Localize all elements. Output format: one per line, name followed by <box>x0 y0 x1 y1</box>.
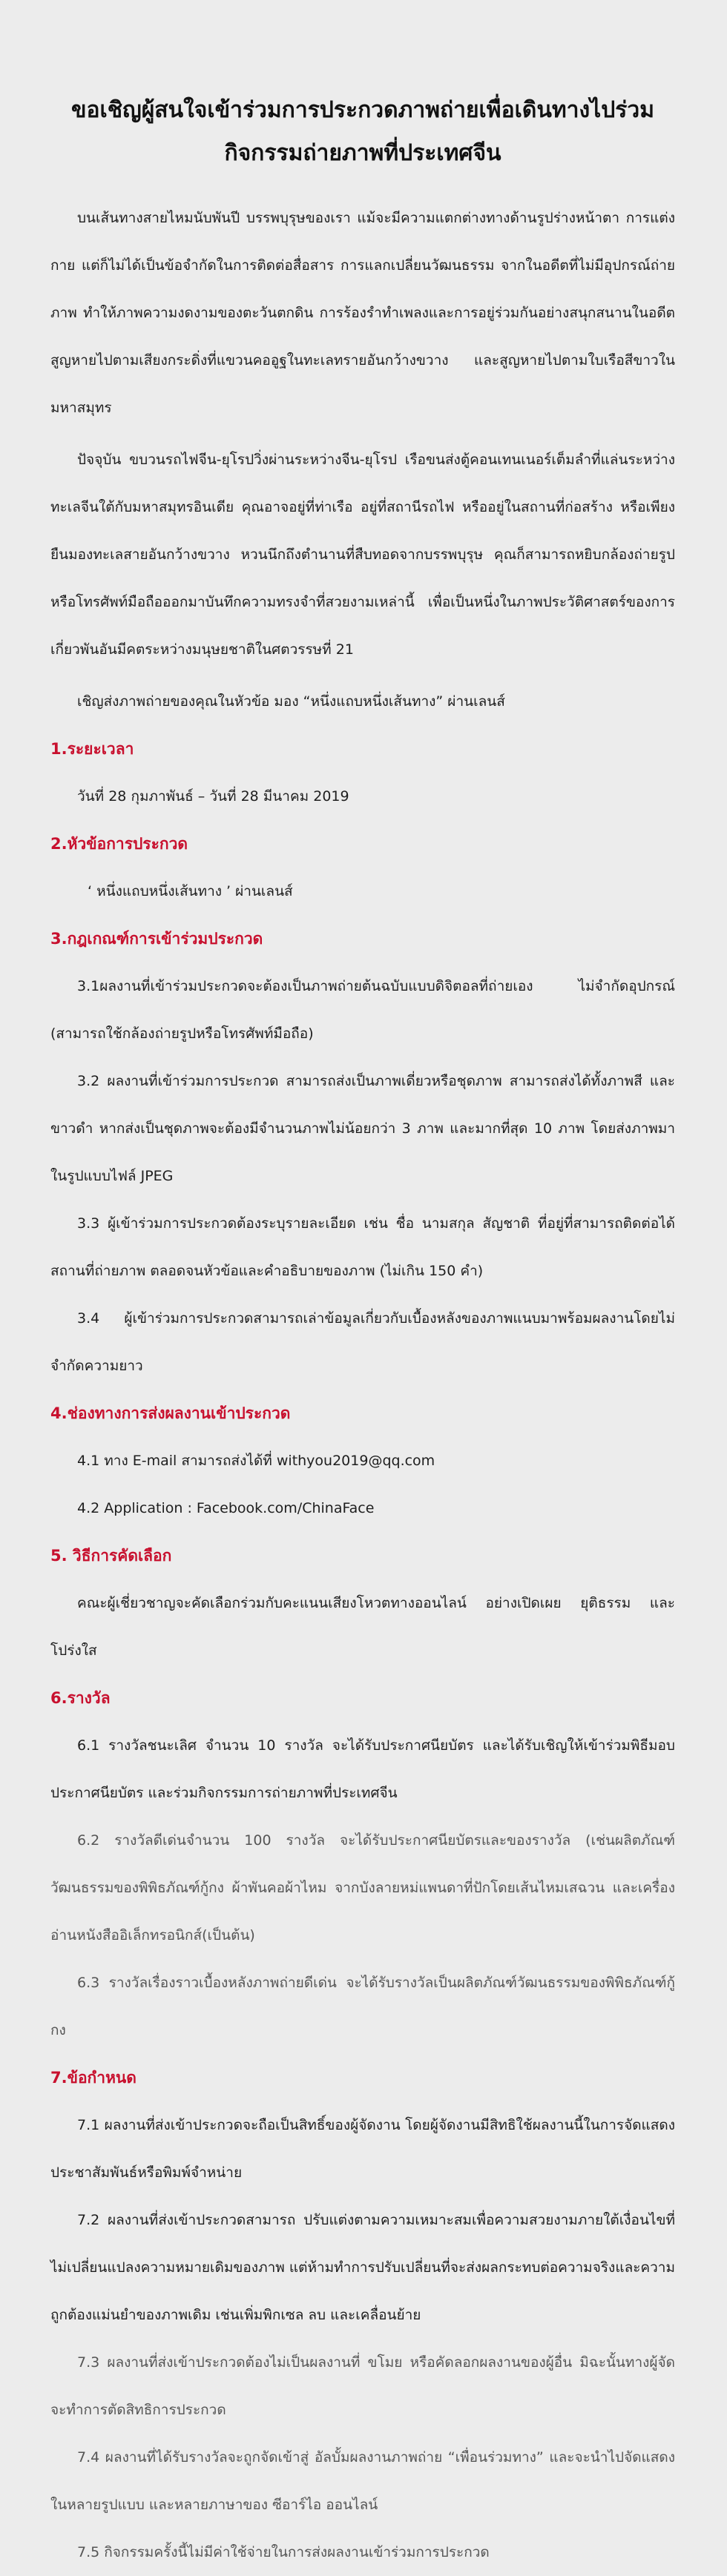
intro-paragraph-2: ปัจจุบัน ขบวนรถไฟจีน-ยุโรปวิ่งผ่านระหว่างจีน-ยุโรป เรือขนส่งตู้คอนเทนเนอร์เต็มลำที่แล่นระหว่างทะเลจีนใต้กับมหาสมุทรอินเดีย คุณอาจอยู่ที่ท่าเรือ อยู่ที่สถานีรถไฟ หรืออยู่ในสถานที่ก่อสร้าง หรือเพียงยืนมองทะเลสายอันกว้างขวาง หวนนึกถึงตำนานที่สืบทอดจากบรรพบุรุษ คุณก็สามารถหยิบกล้องถ่ายรูปหรือโทรศัพท์มือถือออกมาบันทึกความทรงจำที่สวยงามเหล่านี้ เพื่อเป็นหนึ่งในภาพประวัติศาสตร์ของการเกี่ยวพันอันมีคตระหว่างมนุษยชาติในศตวรรษที่ 21 <box>50 452 675 658</box>
contest-period: วันที่ 28 กุมภาพันธ์ – วันที่ 28 มีนาคม 2019 <box>77 788 349 805</box>
submission-email: 4.1 ทาง E-mail สามารถส่งได้ที่ withyou2019@qq.com <box>77 1453 435 1469</box>
section-heading-period: 1.ระยะเวลา <box>50 740 134 758</box>
rule-3-3: 3.3 ผู้เข้าร่วมการประกวดต้องระบุรายละเอียด เช่น ชื่อ นามสกุล สัญชาติ ที่อยู่ที่สามารถติดต่อได้ สถานที่ถ่ายภาพ ตลอดจนหัวข้อและคำอธิบายของภาพ (ไม่เกิน 150 คำ) <box>50 1215 675 1279</box>
section-heading-terms: 7.ข้อกำหนด <box>50 2069 136 2087</box>
section-heading-submission: 4.ช่องทางการส่งผลงานเข้าประกวด <box>50 1404 291 1422</box>
term-7-4: 7.4 ผลงานที่ได้รับรางวัลจะถูกจัดเข้าสู่ อัลบั้มผลงานภาพถ่าย “เพื่อนร่วมทาง” และจะนำไปจัดแสดงในหลายรูปแบบ และหลายภาษาของ ซีอาร์ไอ ออนไลน์ <box>50 2449 675 2513</box>
selection-method: คณะผู้เชี่ยวชาญจะคัดเลือกร่วมกับคะแนนเสียงโหวตทางออนไลน์ อย่างเปิดเผย ยุติธรรม และโปร่งใส <box>50 1595 675 1659</box>
rule-3-1: 3.1ผลงานที่เข้าร่วมประกวดจะต้องเป็นภาพถ่ายต้นฉบับแบบดิจิตอลที่ถ่ายเอง ไม่จำกัดอุปกรณ์ (สามารถใช้กล้องถ่ายรูปหรือโทรศัพท์มือถือ) <box>50 978 675 1042</box>
term-7-5: 7.5 กิจกรรมครั้งนี้ไม่มีค่าใช้จ่ายในการส่งผลงานเข้าร่วมการประกวด <box>77 2544 490 2560</box>
contest-topic: ‘ หนึ่งแถบหนึ่งเส้นทาง ’ ผ่านเลนส์ <box>88 883 293 899</box>
submission-facebook: 4.2 Application : Facebook.com/ChinaFace <box>77 1500 375 1516</box>
rule-3-4: 3.4 ผู้เข้าร่วมการประกวดสามารถเล่าข้อมูลเกี่ยวกับเบื้องหลังของภาพแนบมาพร้อมผลงานโดยไม่จำกัดความยาว <box>50 1310 675 1374</box>
term-7-3: 7.3 ผลงานที่ส่งเข้าประกวดต้องไม่เป็นผลงานที่ ขโมย หรือคัดลอกผลงานของผู้อื่น มิฉะนั้นทางผู้จัดจะทำการตัดสิทธิการประกวด <box>50 2354 675 2418</box>
page-title <box>50 89 675 175</box>
rule-3-2: 3.2 ผลงานที่เข้าร่วมการประกวด สามารถส่งเป็นภาพเดี่ยวหรือชุดภาพ สามารถส่งได้ทั้งภาพสี และขาวดำ หากส่งเป็นชุดภาพจะต้องมีจำนวนภาพไม่น้อยกว่า 3 ภาพ และมากที่สุด 10 ภาพ โดยส่งภาพมาในรูปแบบไฟล์ JPEG <box>50 1073 675 1184</box>
award-6-1: 6.1 รางวัลชนะเลิศ จำนวน 10 รางวัล จะได้รับประกาศนียบัตร และได้รับเชิญให้เข้าร่วมพิธีมอบประกาศนียบัตร และร่วมกิจกรรมการถ่ายภาพที่ประเทศจีน <box>50 1737 675 1801</box>
intro-paragraph-1: บนเส้นทางสายไหมนับพันปี บรรพบุรุษของเรา แม้จะมีความแตกต่างทางด้านรูปร่างหน้าตา การแต่งกาย แต่ก็ไม่ได้เป็นข้อจำกัดในการติดต่อสื่อสาร การแลกเปลี่ยนวัฒนธรรม จากในอดีตที่ไม่มีอุปกรณ์ถ่ายภาพ ทำให้ภาพความงดงามของตะวันตกดิน การร้องรำทำเพลงและการอยู่ร่วมกันอย่างสนุกสนานในอดีต สูญหายไปตามเสียงกระดิ่งที่แขวนคออูฐในทะเลทรายอันกว้างขวาง และสูญหายไปตามใบเรือสีขาวในมหาสมุทร <box>50 210 675 416</box>
section-heading-topic: 2.หัวข้อการประกวด <box>50 835 188 853</box>
section-heading-rules: 3.กฎเกณฑ์การเข้าร่วมประกวด <box>50 930 263 948</box>
term-7-2: 7.2 ผลงานที่ส่งเข้าประกวดสามารถ ปรับแต่งตามความเหมาะสมเพื่อความสวยงามภายใต้เงื่อนไขที่ไม่เปลี่ยนแปลงความหมายเดิมของภาพ แต่ห้ามทำการปรับเปลี่ยนที่จะส่งผลกระทบต่อความจริงและความถูกต้องแม่นยำของภาพเดิม เช่นเพิ่มพิกเซล ลบ และเคลื่อนย้าย <box>50 2212 675 2323</box>
award-6-2: 6.2 รางวัลดีเด่นจำนวน 100 รางวัล จะได้รับประกาศนียบัตรและของรางวัล (เช่นผลิตภัณฑ์วัฒนธรรมของพิพิธภัณฑ์กู้กง ผ้าพันคอผ้าไหม จากบังลายหม่แพนดาที่ปักโดยเส้นไหมเสฉวน และเครื่องอ่านหนังสืออิเล็กทรอนิกส์(เป็นต้น) <box>50 1832 675 1943</box>
page-title-line-2: กิจกรรมถ่ายภาพที่ประเทศจีน <box>224 140 501 166</box>
award-6-3: 6.3 รางวัลเรื่องราวเบื้องหลังภาพถ่ายดีเด่น จะได้รับรางวัลเป็นผลิตภัณฑ์วัฒนธรรมของพิพิธภัณฑ์กู้กง <box>50 1975 675 2038</box>
page-title-line-1: ขอเชิญผู้สนใจเข้าร่วมการประกวดภาพถ่ายเพื่อเดินทางไปร่วม <box>71 97 654 123</box>
section-heading-awards: 6.รางวัล <box>50 1689 111 1707</box>
term-7-1: 7.1 ผลงานที่ส่งเข้าประกวดจะถือเป็นสิทธิ์ของผู้จัดงาน โดยผู้จัดงานมีสิทธิใช้ผลงานนี้ในการจัดแสดง ประชาสัมพันธ์หรือพิมพ์จำหน่าย <box>50 2117 675 2181</box>
intro-paragraph-3: เชิญส่งภาพถ่ายของคุณในหัวข้อ มอง “หนึ่งแถบหนึ่งเส้นทาง” ผ่านเลนส์ <box>77 693 505 710</box>
section-heading-selection: 5. วิธีการคัดเลือก <box>50 1547 172 1565</box>
